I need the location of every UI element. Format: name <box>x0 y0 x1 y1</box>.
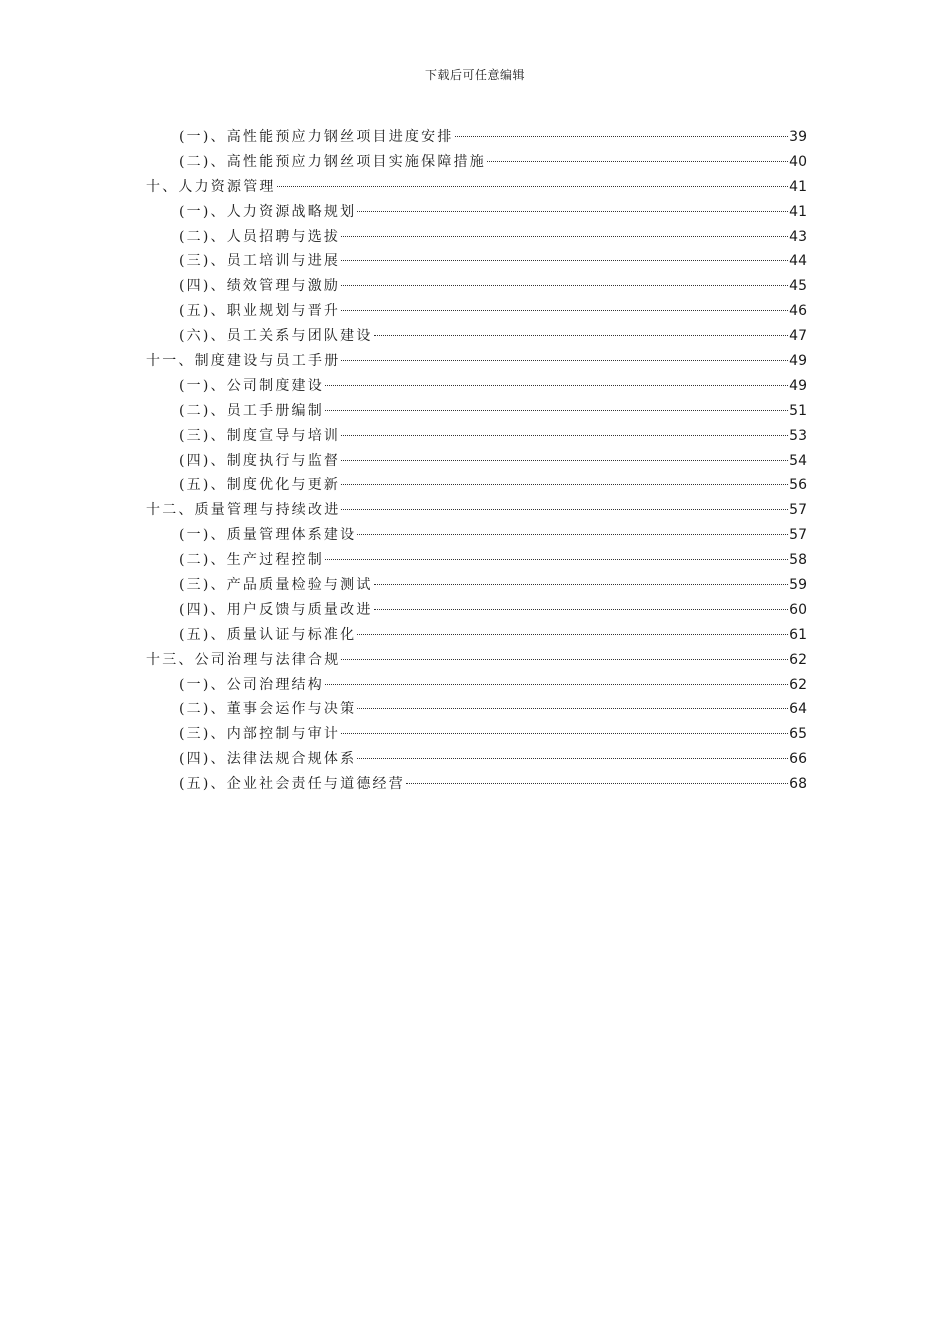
toc-dot-leader <box>341 460 788 461</box>
toc-entry-title: (四)、制度执行与监督 <box>179 452 341 469</box>
toc-dot-leader <box>277 186 789 187</box>
toc-page-number: 54 <box>789 452 807 469</box>
toc-entry-title: (四)、用户反馈与质量改进 <box>179 601 373 618</box>
toc-dot-leader <box>325 410 788 411</box>
toc-entry-title: (二)、高性能预应力钢丝项目实施保障措施 <box>179 153 486 170</box>
toc-dot-leader <box>341 733 788 734</box>
toc-dot-leader <box>325 385 788 386</box>
toc-page-number: 61 <box>789 626 807 643</box>
toc-page-number: 43 <box>789 228 807 245</box>
toc-dot-leader <box>341 310 788 311</box>
toc-dot-leader <box>341 659 788 660</box>
toc-section-entry[interactable] <box>146 274 807 299</box>
toc-page-number: 41 <box>789 178 807 195</box>
toc-section-entry[interactable] <box>146 697 807 722</box>
toc-entry-title: (二)、员工手册编制 <box>179 402 324 419</box>
toc-chapter-entry[interactable] <box>146 498 807 523</box>
toc-entry-title: (一)、质量管理体系建设 <box>179 527 357 544</box>
toc-chapter-entry[interactable] <box>146 175 807 200</box>
toc-dot-leader <box>374 609 789 610</box>
toc-entry-title: (五)、质量认证与标准化 <box>179 626 357 643</box>
toc-dot-leader <box>341 285 788 286</box>
toc-section-entry[interactable] <box>146 125 807 150</box>
toc-entry-title: (五)、制度优化与更新 <box>179 477 341 494</box>
toc-page-number: 49 <box>789 353 807 370</box>
toc-dot-leader <box>406 783 788 784</box>
toc-entry-title: (四)、法律法规合规体系 <box>179 751 357 768</box>
toc-entry-title: (二)、人员招聘与选拔 <box>179 228 341 245</box>
toc-entry-title: 十一、制度建设与员工手册 <box>146 353 341 370</box>
toc-page-number: 44 <box>789 253 807 270</box>
toc-section-entry[interactable] <box>146 324 807 349</box>
toc-chapter-entry[interactable] <box>146 648 807 673</box>
toc-page-number: 57 <box>789 502 807 519</box>
toc-page-number: 68 <box>789 776 807 793</box>
toc-dot-leader <box>341 509 788 510</box>
toc-page-number: 39 <box>789 129 807 145</box>
toc-page-number: 59 <box>789 577 807 594</box>
toc-entry-title: 十、人力资源管理 <box>146 178 276 195</box>
toc-section-entry[interactable] <box>146 299 807 324</box>
toc-section-entry[interactable] <box>146 548 807 573</box>
toc-section-entry[interactable] <box>146 249 807 274</box>
toc-section-entry[interactable] <box>146 523 807 548</box>
toc-page-number: 41 <box>789 203 807 220</box>
toc-dot-leader <box>341 435 788 436</box>
toc-dot-leader <box>487 161 788 162</box>
toc-section-entry[interactable] <box>146 573 807 598</box>
toc-entry-title: (一)、人力资源战略规划 <box>179 203 357 220</box>
toc-page-number: 56 <box>789 477 807 494</box>
toc-page-number: 49 <box>789 377 807 394</box>
table-of-contents <box>146 125 807 797</box>
toc-section-entry[interactable] <box>146 225 807 250</box>
toc-dot-leader <box>374 584 789 585</box>
toc-dot-leader <box>325 559 788 560</box>
toc-dot-leader <box>341 236 788 237</box>
toc-page-number: 51 <box>789 402 807 419</box>
toc-section-entry[interactable] <box>146 747 807 772</box>
toc-section-entry[interactable] <box>146 449 807 474</box>
toc-entry-title: (一)、公司治理结构 <box>179 676 324 693</box>
toc-dot-leader <box>357 211 788 212</box>
toc-page-number: 58 <box>789 552 807 569</box>
toc-section-entry[interactable] <box>146 150 807 175</box>
toc-entry-title: (六)、员工关系与团队建设 <box>179 328 373 345</box>
toc-section-entry[interactable] <box>146 200 807 225</box>
toc-entry-title: (三)、产品质量检验与测试 <box>179 577 373 594</box>
toc-entry-title: (五)、职业规划与晋升 <box>179 303 341 320</box>
toc-page-number: 62 <box>789 651 807 668</box>
toc-dot-leader <box>357 708 788 709</box>
toc-entry-title: (二)、董事会运作与决策 <box>179 701 357 718</box>
toc-dot-leader <box>341 260 788 261</box>
toc-section-entry[interactable] <box>146 772 807 797</box>
toc-entry-title: (一)、高性能预应力钢丝项目进度安排 <box>179 129 454 145</box>
toc-section-entry[interactable] <box>146 598 807 623</box>
toc-page-number: 65 <box>789 726 807 743</box>
toc-entry-title: 十二、质量管理与持续改进 <box>146 502 341 519</box>
toc-section-entry[interactable] <box>146 399 807 424</box>
toc-page-number: 62 <box>789 676 807 693</box>
toc-entry-title: (三)、制度宣导与培训 <box>179 427 341 444</box>
toc-section-entry[interactable] <box>146 374 807 399</box>
toc-entry-title: (一)、公司制度建设 <box>179 377 324 394</box>
toc-dot-leader <box>357 758 788 759</box>
toc-section-entry[interactable] <box>146 623 807 648</box>
toc-dot-leader <box>357 634 788 635</box>
toc-section-entry[interactable] <box>146 722 807 747</box>
toc-entry-title: (四)、绩效管理与激励 <box>179 278 341 295</box>
toc-page-number: 47 <box>789 328 807 345</box>
page-header: 下载后可任意编辑 <box>424 68 525 82</box>
toc-page-number: 46 <box>789 303 807 320</box>
toc-entry-title: (三)、内部控制与审计 <box>179 726 341 743</box>
toc-section-entry[interactable] <box>146 673 807 698</box>
toc-page-number: 53 <box>789 427 807 444</box>
toc-dot-leader <box>325 684 788 685</box>
toc-page-number: 57 <box>789 527 807 544</box>
toc-chapter-entry[interactable] <box>146 349 807 374</box>
toc-entry-title: 十三、公司治理与法律合规 <box>146 651 341 668</box>
toc-section-entry[interactable] <box>146 424 807 449</box>
toc-dot-leader <box>341 484 788 485</box>
toc-dot-leader <box>455 136 789 137</box>
toc-page-number: 66 <box>789 751 807 768</box>
toc-page-number: 45 <box>789 278 807 295</box>
toc-page-number: 64 <box>789 701 807 718</box>
toc-entry-title: (三)、员工培训与进展 <box>179 253 341 270</box>
toc-page-number: 40 <box>789 153 807 170</box>
toc-dot-leader <box>357 534 788 535</box>
toc-dot-leader <box>374 335 789 336</box>
toc-page-number: 60 <box>789 601 807 618</box>
toc-entry-title: (二)、生产过程控制 <box>179 552 324 569</box>
toc-section-entry[interactable] <box>146 473 807 498</box>
toc-dot-leader <box>341 360 788 361</box>
toc-entry-title: (五)、企业社会责任与道德经营 <box>179 776 405 793</box>
